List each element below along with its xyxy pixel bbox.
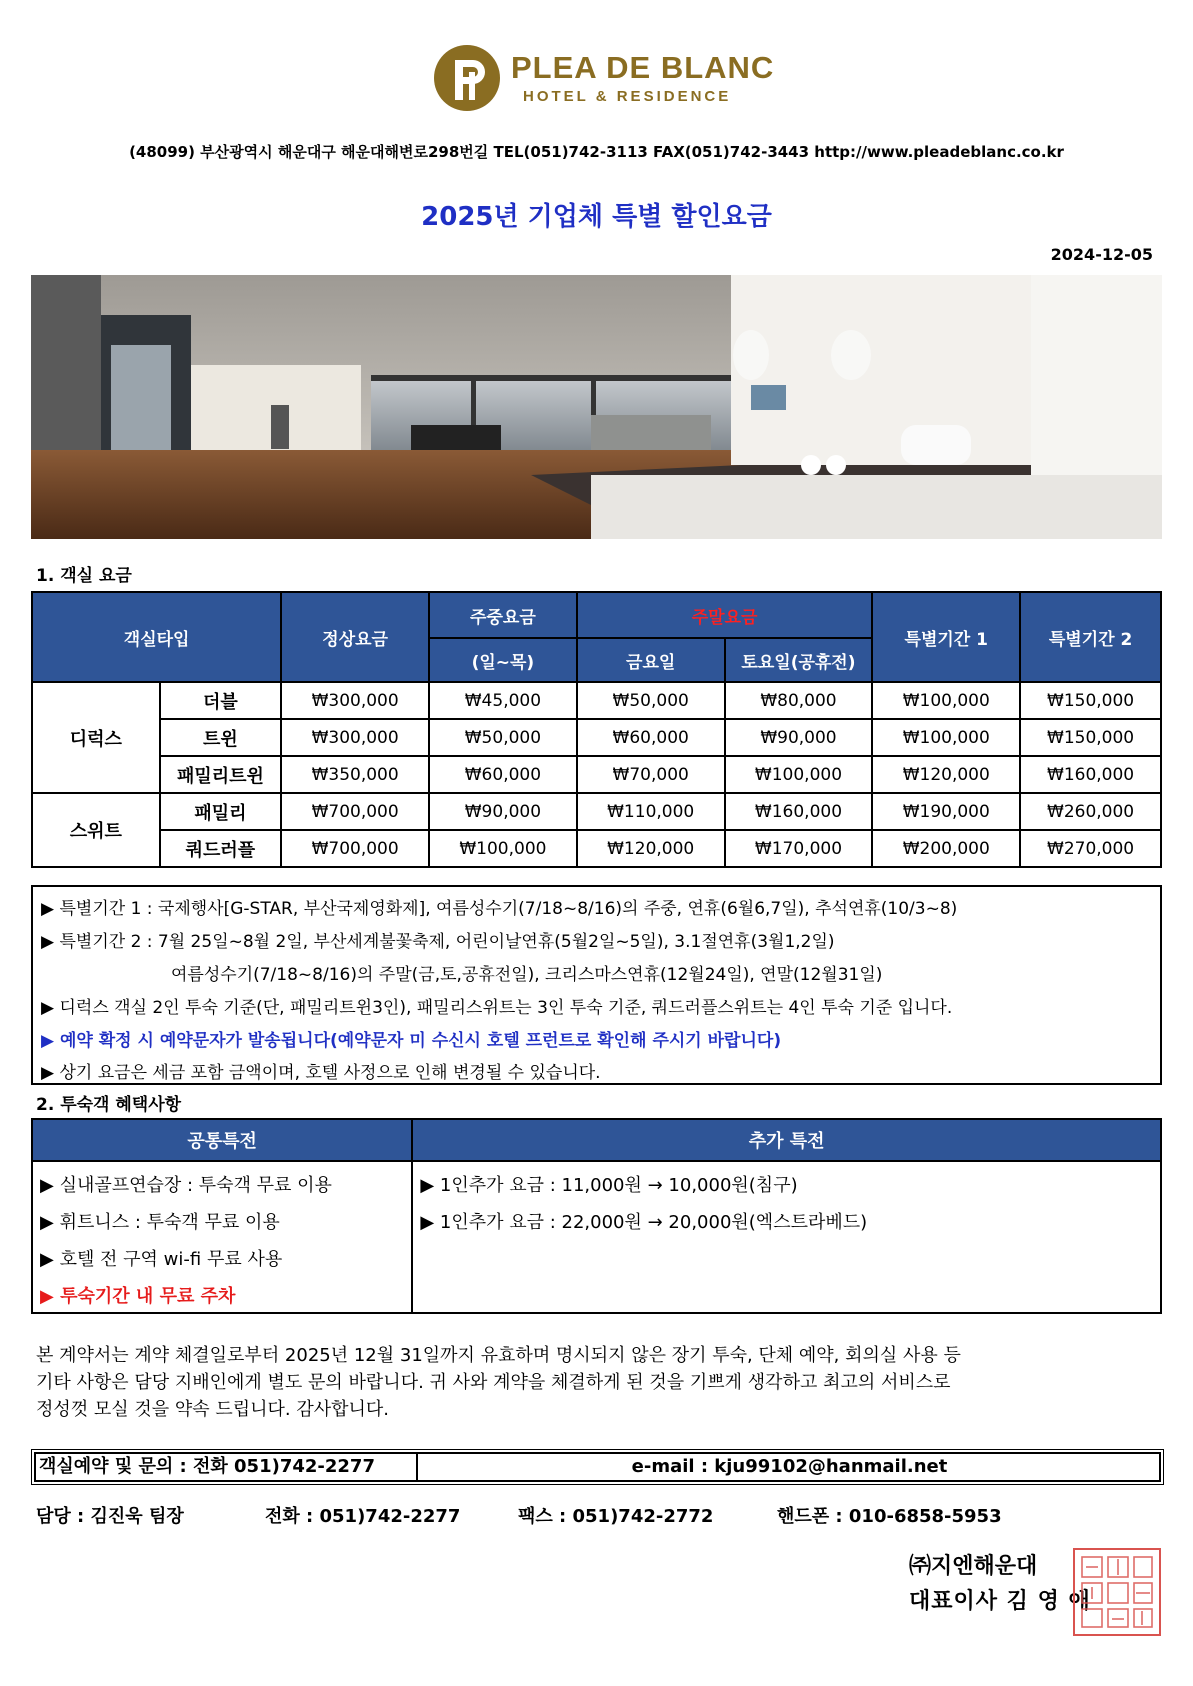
header-common-benefits: 공통특전 <box>32 1119 412 1161</box>
rate-cell: ₩100,000 <box>872 719 1020 756</box>
note-item: 여름성수기(7/18~8/16)의 주말(금,토,공휴전일), 크리스마스연휴(12월24일), 연말(12월31일) <box>171 965 883 985</box>
room-rate-table <box>31 591 1162 868</box>
header-friday: 금요일 <box>577 638 725 682</box>
page-title: 2025년 기업체 특별 할인요금 <box>421 202 772 232</box>
benefit-item: ▶ 1인추가 요금 : 22,000원 → 20,000원(엑스트라베드) <box>420 1212 868 1233</box>
header-weekday-sub: (일~목) <box>429 638 577 682</box>
rate-cell: ₩90,000 <box>429 793 577 830</box>
contract-paragraph-line: 정성껏 모실 것을 약속 드립니다. 감사합니다. <box>36 1399 390 1420</box>
rate-cell: ₩60,000 <box>429 756 577 793</box>
rate-cell: ₩260,000 <box>1020 793 1161 830</box>
rate-cell: ₩100,000 <box>429 830 577 867</box>
table-row <box>32 756 1161 793</box>
logo-mark-icon <box>433 44 501 112</box>
benefit-item: ▶ 실내골프연습장 : 투숙객 무료 이용 <box>40 1175 332 1196</box>
rate-cell: ₩190,000 <box>872 793 1020 830</box>
header-saturday: 토요일(공휴전) <box>725 638 873 682</box>
rate-cell: ₩150,000 <box>1020 682 1161 719</box>
room-name: 더블 <box>160 682 282 719</box>
rate-cell: ₩350,000 <box>281 756 429 793</box>
category-deluxe: 디럭스 <box>32 682 160 793</box>
room-name: 패밀리트윈 <box>160 756 282 793</box>
rate-cell: ₩120,000 <box>577 830 725 867</box>
table-row <box>32 682 1161 719</box>
rate-cell: ₩120,000 <box>872 756 1020 793</box>
hotel-logo <box>433 42 773 114</box>
table-row <box>32 719 1161 756</box>
company-seal-icon <box>1072 1547 1162 1637</box>
header-special2: 특별기간 2 <box>1020 592 1161 682</box>
header-extra-benefits: 추가 특전 <box>412 1119 1161 1161</box>
room-photo <box>31 275 1162 539</box>
staff-phone: 전화 : 051)742-2277 <box>265 1506 461 1527</box>
rate-cell: ₩50,000 <box>577 682 725 719</box>
table-row <box>32 793 1161 830</box>
rate-cell: ₩150,000 <box>1020 719 1161 756</box>
reservation-contact: 객실예약 및 문의 : 전화 051)742-2277 <box>36 1454 418 1480</box>
logo-name: PLEA DE BLANC <box>511 50 775 85</box>
logo-subtitle: HOTEL & RESIDENCE <box>523 88 732 105</box>
rate-cell: ₩70,000 <box>577 756 725 793</box>
rate-cell: ₩60,000 <box>577 719 725 756</box>
header-special1: 특별기간 1 <box>872 592 1020 682</box>
benefit-item: ▶ 1인추가 요금 : 11,000원 → 10,000원(침구) <box>420 1175 798 1196</box>
common-benefits-list <box>32 1161 412 1313</box>
rate-cell: ₩270,000 <box>1020 830 1161 867</box>
rate-cell: ₩700,000 <box>281 793 429 830</box>
room-name: 트윈 <box>160 719 282 756</box>
benefit-item: ▶ 호텔 전 구역 wi-fi 무료 사용 <box>40 1249 283 1270</box>
benefits-section-title: 2. 투숙객 혜택사항 <box>36 1095 182 1115</box>
contract-paragraph-line: 본 계약서는 계약 체결일로부터 2025년 12월 31일까지 유효하며 명시되지 않은 장기 투숙, 단체 예약, 회의실 사용 등 <box>36 1345 961 1366</box>
company-name: ㈜지엔해운대 <box>909 1554 1038 1579</box>
contract-paragraph-line: 기타 사항은 담당 지배인에게 별도 문의 바랍니다. 귀 사와 계약을 체결하게 된 것을 기쁘게 생각하고 최고의 서비스로 <box>36 1372 951 1393</box>
rate-cell: ₩700,000 <box>281 830 429 867</box>
header-regular: 정상요금 <box>281 592 429 682</box>
rate-cell: ₩170,000 <box>725 830 873 867</box>
rate-cell: ₩300,000 <box>281 719 429 756</box>
category-suite: 스위트 <box>32 793 160 867</box>
staff-manager: 담당 : 김진욱 팀장 <box>36 1506 184 1527</box>
ceo-name: 대표이사 김 영 애 <box>909 1589 1091 1614</box>
rate-cell: ₩80,000 <box>725 682 873 719</box>
header-room-type: 객실타입 <box>32 592 281 682</box>
staff-mobile: 핸드폰 : 010-6858-5953 <box>777 1506 1002 1527</box>
contact-box <box>31 1449 1164 1485</box>
benefits-table <box>31 1118 1162 1314</box>
rate-cell: ₩160,000 <box>1020 756 1161 793</box>
rate-cell: ₩90,000 <box>725 719 873 756</box>
room-interior-image <box>31 275 1162 539</box>
note-item: ▶ 특별기간 1 : 국제행사[G-STAR, 부산국제영화제], 여름성수기(7/18~8/16)의 주중, 연휴(6월6,7일), 추석연휴(10/3~8) <box>41 899 958 919</box>
note-item-highlight: ▶ 예약 확정 시 예약문자가 발송됩니다(예약문자 미 수신시 호텔 프런트로 확인해 주시기 바랍니다) <box>41 1031 782 1051</box>
rate-cell: ₩45,000 <box>429 682 577 719</box>
extra-benefits-list <box>412 1161 1161 1313</box>
rate-cell: ₩160,000 <box>725 793 873 830</box>
header-weekday: 주중요금 <box>429 592 577 638</box>
rate-notes <box>31 885 1162 1085</box>
benefit-item: ▶ 휘트니스 : 투숙객 무료 이용 <box>40 1212 280 1233</box>
room-name: 쿼드러플 <box>160 830 282 867</box>
note-item: ▶ 디럭스 객실 2인 투숙 기준(단, 패밀리트윈3인), 패밀리스위트는 3인 투숙 기준, 쿼드러플스위트는 4인 투숙 기준 입니다. <box>41 998 953 1018</box>
rate-cell: ₩200,000 <box>872 830 1020 867</box>
rates-section-title: 1. 객실 요금 <box>36 566 132 586</box>
table-row <box>32 830 1161 867</box>
header-weekend: 주말요금 <box>577 592 873 638</box>
rate-cell: ₩300,000 <box>281 682 429 719</box>
note-item: ▶ 상기 요금은 세금 포함 금액이며, 호텔 사정으로 인해 변경될 수 있습니다. <box>41 1063 601 1083</box>
staff-fax: 팩스 : 051)742-2772 <box>518 1506 714 1527</box>
benefit-item-highlight: ▶ 투숙기간 내 무료 주차 <box>40 1286 236 1307</box>
document-date: 2024-12-05 <box>1050 245 1153 264</box>
email-contact[interactable]: e-mail : kju99102@hanmail.net <box>631 1456 948 1477</box>
rate-cell: ₩110,000 <box>577 793 725 830</box>
note-item: ▶ 특별기간 2 : 7월 25일~8월 2일, 부산세계불꽃축제, 어린이날연휴(5월2일~5일), 3.1절연휴(3월1,2일) <box>41 932 835 952</box>
rate-cell: ₩100,000 <box>872 682 1020 719</box>
rate-cell: ₩100,000 <box>725 756 873 793</box>
rate-cell: ₩50,000 <box>429 719 577 756</box>
hotel-address: (48099) 부산광역시 해운대구 해운대해변로298번길 TEL(051)742-3113 FAX(051)742-3443 http://www.pleadeblanc.co.kr <box>129 143 1064 161</box>
room-name: 패밀리 <box>160 793 282 830</box>
